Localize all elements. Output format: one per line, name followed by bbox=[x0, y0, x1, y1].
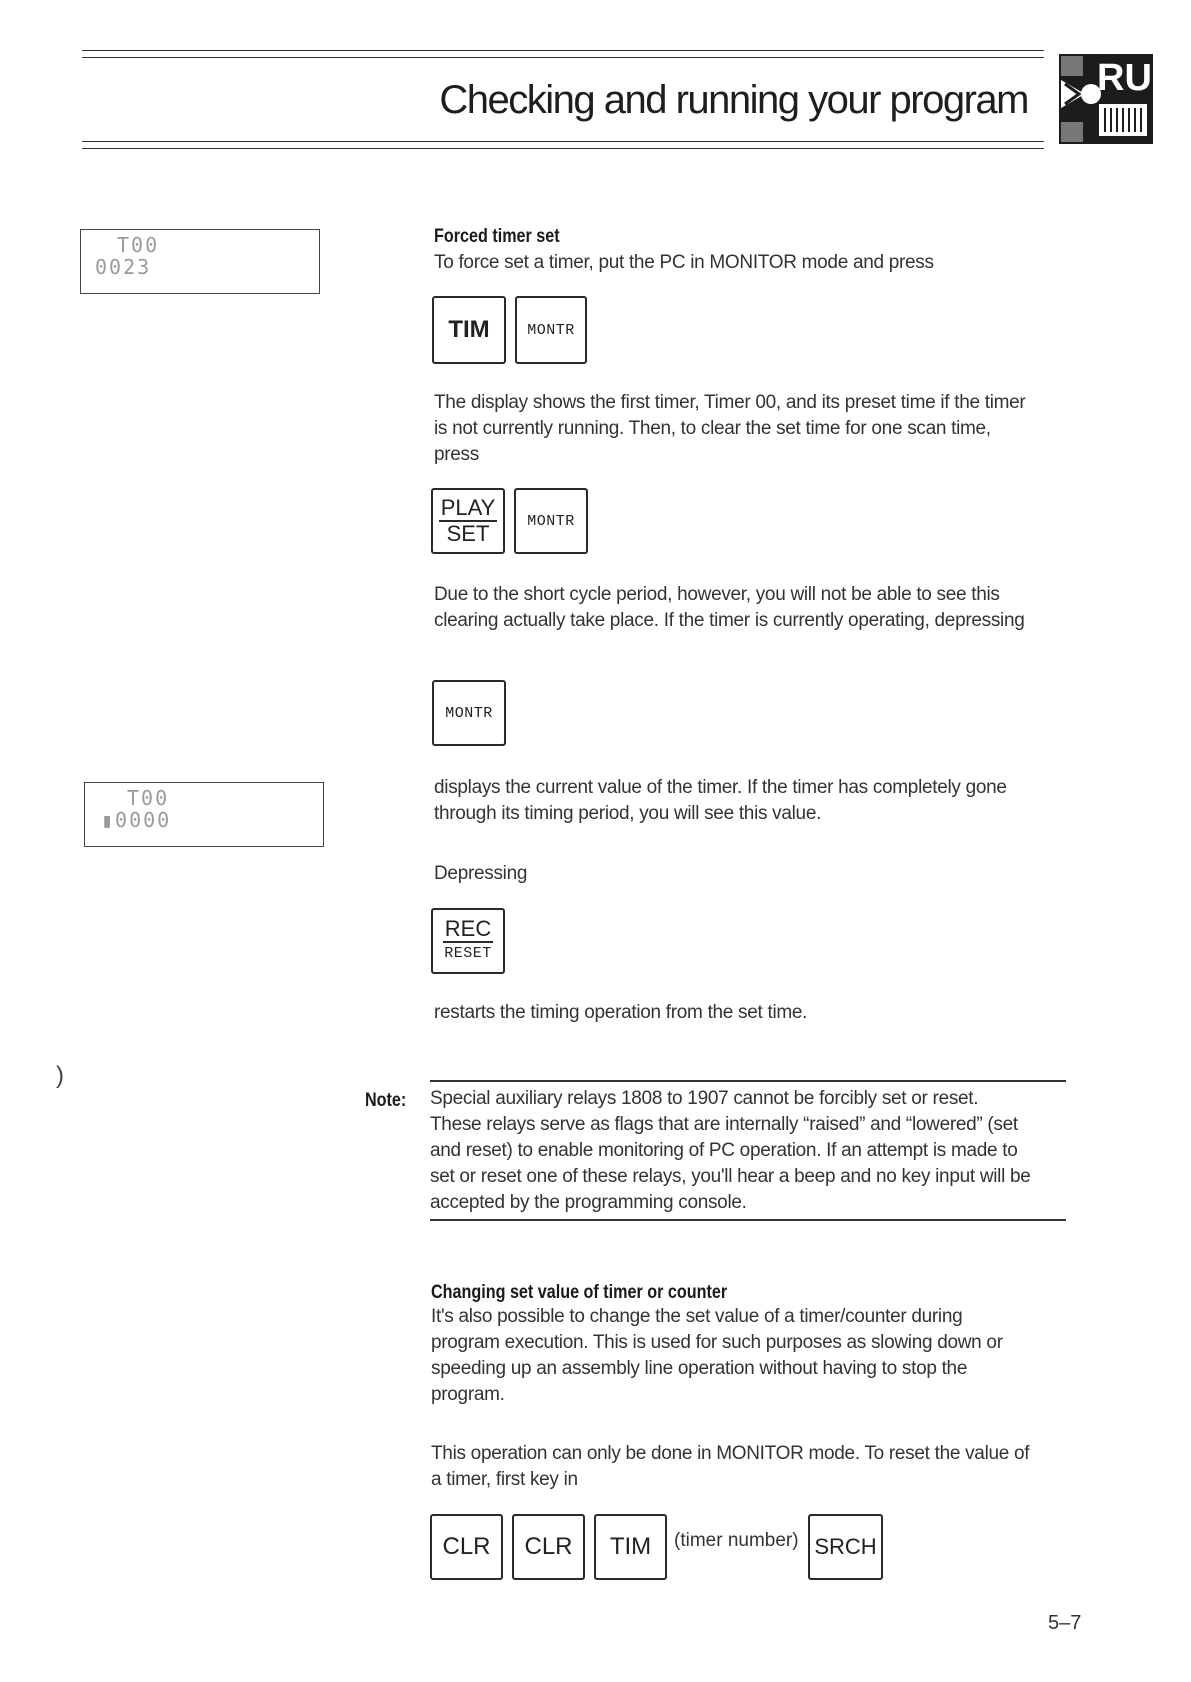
forced-timer-p1: To force set a timer, put the PC in MONITOR mode and press bbox=[434, 252, 934, 273]
clr-key-2[interactable] bbox=[512, 1514, 585, 1580]
set-label: SET bbox=[446, 521, 490, 546]
clr-key-1[interactable] bbox=[430, 1514, 503, 1580]
play-label: PLAY bbox=[440, 495, 496, 520]
note-text: Special auxiliary relays 1808 to 1907 cannot be forcibly set or reset. These relays serve as flags that are internally “raised” and “lowered” (set and reset) to enable monitoring of PC operation. If an attempt is made to set or reset one of these relays, you'll hear a beep and no key input will be accepted by the programming console. bbox=[430, 1088, 1031, 1213]
montr-key[interactable] bbox=[515, 296, 587, 364]
tim-key-2[interactable] bbox=[594, 1514, 667, 1580]
changing-p1: It's also possible to change the set value of a timer/counter during program execution. This is used for such purposes as slowing down or speeding up an assembly line operation without having to stop the program. bbox=[431, 1306, 1003, 1405]
changing-heading: Changing set value of timer or counter bbox=[431, 1282, 728, 1303]
note-rule-top bbox=[430, 1080, 1066, 1082]
rec-reset-key[interactable] bbox=[431, 908, 505, 974]
margin-mark: ) bbox=[56, 1062, 64, 1089]
forced-timer-p6: restarts the timing operation from the set time. bbox=[434, 1002, 808, 1023]
clr-key-label: CLR bbox=[524, 1533, 573, 1560]
svg-text:RUN: RUN bbox=[1097, 57, 1180, 99]
forced-timer-p2: The display shows the first timer, Timer 00, and its preset time if the timer is not currently running. Then, to clear the set time for one scan time, press bbox=[434, 392, 1026, 465]
lcd-display-timer-current bbox=[84, 782, 324, 847]
changing-p2: This operation can only be done in MONITOR mode. To reset the value of a timer, first key in bbox=[431, 1443, 1030, 1490]
montr-key-2[interactable] bbox=[514, 488, 588, 554]
lcd-line-2: ▮0000 bbox=[101, 808, 172, 832]
tim-key[interactable] bbox=[432, 296, 506, 364]
montr-key-label: MONTR bbox=[445, 704, 493, 722]
rec-label: REC bbox=[444, 916, 492, 941]
forced-timer-heading: Forced timer set bbox=[434, 226, 560, 247]
reset-label: RESET bbox=[444, 945, 492, 962]
montr-key-label: MONTR bbox=[527, 512, 575, 530]
note-label: Note: bbox=[365, 1090, 407, 1111]
header-rule-bottom-1 bbox=[82, 141, 1044, 142]
forced-timer-p5: Depressing bbox=[434, 863, 528, 884]
lcd-display-timer-preset bbox=[80, 229, 320, 294]
page-title: Checking and running your program bbox=[439, 78, 1028, 122]
play-set-key[interactable] bbox=[431, 488, 505, 554]
forced-timer-p3: Due to the short cycle period, however, you will not be able to see this clearing actually take place. If the timer is currently operating, depressing bbox=[434, 584, 1025, 631]
header-rule-bottom-2 bbox=[82, 148, 1044, 149]
montr-key-label: MONTR bbox=[527, 321, 575, 339]
clr-key-label: CLR bbox=[442, 1533, 491, 1560]
page-number: 5–7 bbox=[1048, 1612, 1082, 1634]
timer-number-text: (timer number) bbox=[674, 1530, 799, 1551]
header-rule-top-2 bbox=[82, 57, 1044, 58]
srch-key[interactable] bbox=[808, 1514, 883, 1580]
lcd-line-1: T00 bbox=[127, 786, 170, 810]
srch-key-label: SRCH bbox=[814, 1534, 877, 1559]
tim-key-label: TIM bbox=[448, 316, 490, 343]
lcd-line-1: T00 bbox=[117, 233, 160, 257]
montr-key-3[interactable] bbox=[432, 680, 506, 746]
forced-timer-p4: displays the current value of the timer. If the timer has completely gone through its timing period, you will see this value. bbox=[434, 777, 1007, 824]
run-mode-icon bbox=[1057, 52, 1180, 146]
tim-key-label: TIM bbox=[609, 1533, 652, 1560]
header-rule-top-1 bbox=[82, 50, 1044, 51]
lcd-line-2: 0023 bbox=[95, 255, 152, 279]
note-rule-bottom bbox=[430, 1219, 1066, 1221]
